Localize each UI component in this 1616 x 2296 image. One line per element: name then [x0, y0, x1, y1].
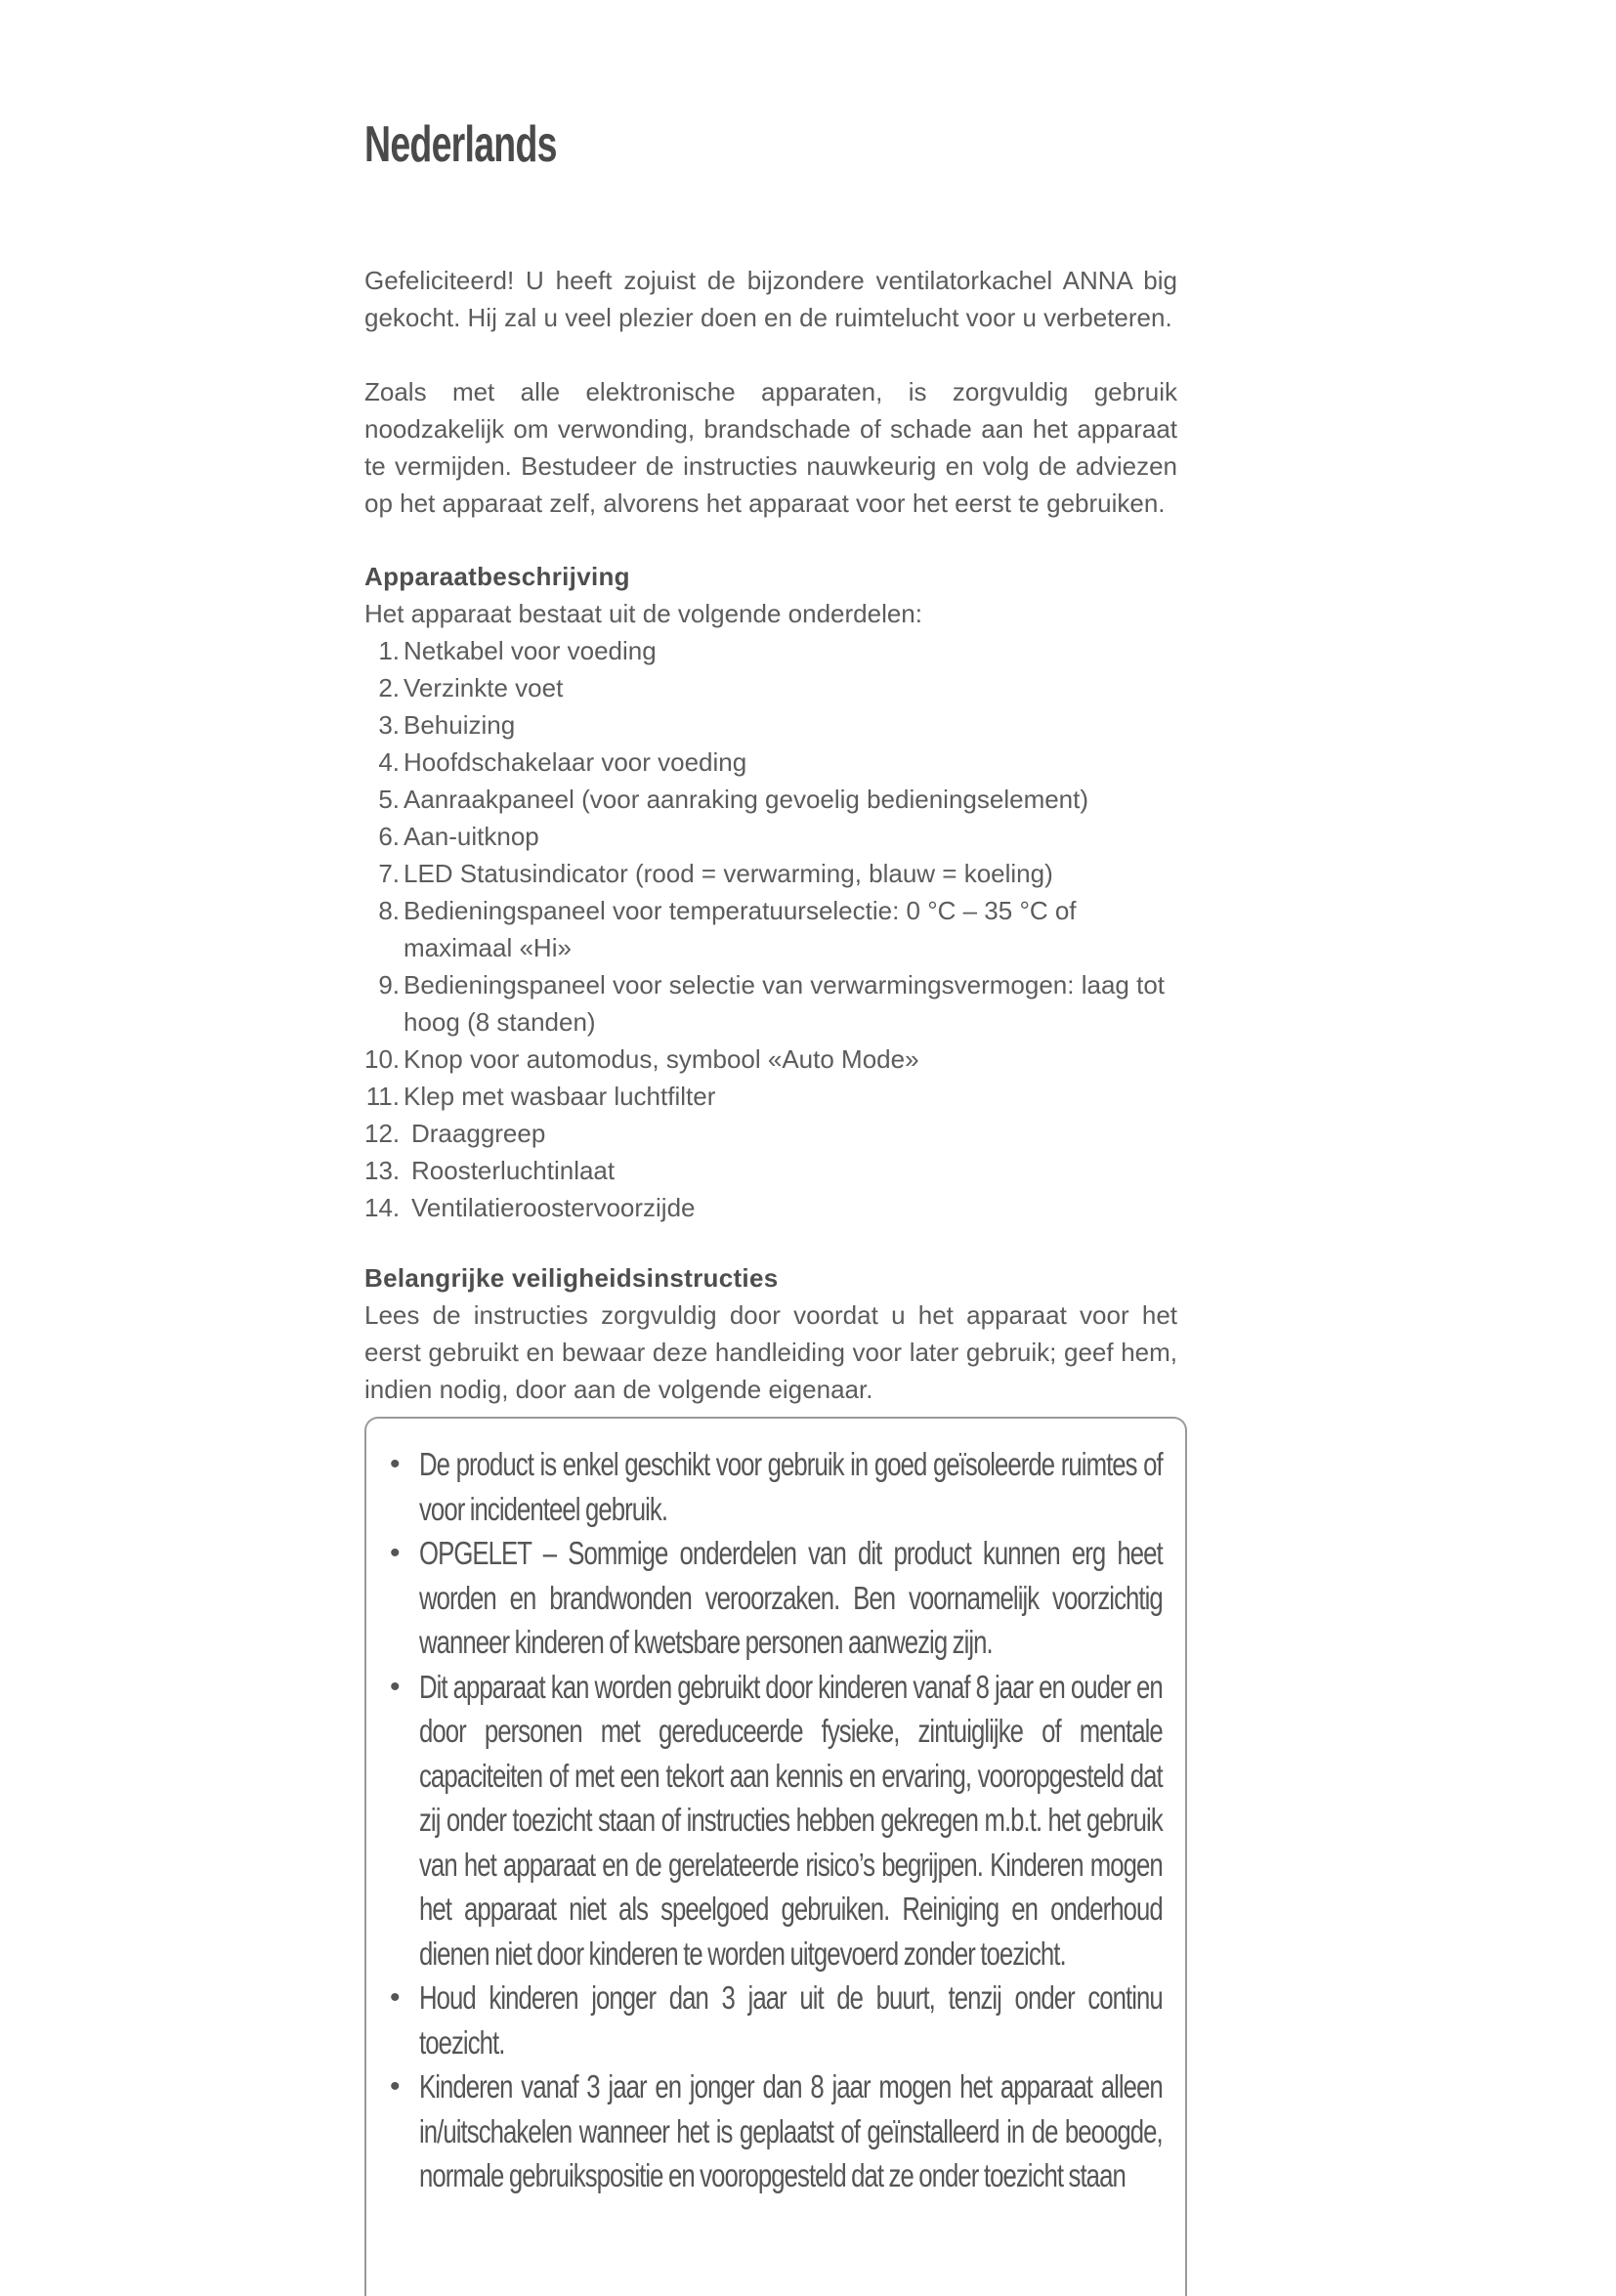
- safety-instructions-lead: Lees de instructies zorgvuldig door voordat u het apparaat voor het eerst gebruikt en bewaar deze handleiding voor later gebruik; geef hem, indien nodig, door aan de volgende eigenaar.: [364, 1300, 1177, 1404]
- list-item-text: Kinderen vanaf 3 jaar en jonger dan 8 jaar mogen het apparaat alleen in/uitschakelen wanneer het is geplaatst of geïnstalleerd in de beoogde, normale gebruikspositie en vooropgesteld dat ze onder toezicht staan: [419, 2068, 1163, 2193]
- intro-paragraph-careful-use: Zoals met alle elektronische apparaten, is zorgvuldig gebruik noodzakelijk om verwonding, brandschade of schade aan het apparaat te vermijden. Bestudeer de instructies nauwkeurig en volg de adviezen op het apparaat zelf, alvorens het apparaat voor het eerst te gebruiken.: [364, 377, 1177, 518]
- list-item: [364, 818, 1177, 855]
- list-item-number: 9.: [378, 970, 400, 999]
- list-item: [364, 1189, 1177, 1226]
- list-item: [388, 1976, 1164, 2064]
- list-item-text: Roosterluchtinlaat: [411, 1156, 616, 1185]
- list-item: [364, 966, 1177, 1041]
- list-item-text: Draaggreep: [411, 1119, 546, 1148]
- list-item-text: Netkabel voor voeding: [404, 636, 657, 665]
- page-title: Nederlands: [364, 116, 557, 173]
- safety-warnings-list: [366, 1419, 1185, 2198]
- list-item: [364, 1115, 1177, 1152]
- list-item-number: 14.: [364, 1193, 401, 1222]
- list-item-number: 2.: [378, 673, 400, 702]
- list-item: [364, 892, 1177, 966]
- list-item: [388, 1665, 1164, 1977]
- list-item-text: Ventilatieroostervoorzijde: [411, 1193, 696, 1222]
- list-item-text: Bedieningspaneel voor selectie van verwarmingsvermogen: laag tot hoog (8 standen): [404, 970, 1165, 1037]
- list-item-number: 1.: [378, 636, 400, 665]
- list-item-text: Houd kinderen jonger dan 3 jaar uit de buurt, tenzij onder continu toezicht.: [419, 1979, 1163, 2061]
- list-item-number: 6.: [378, 822, 400, 851]
- list-item-number: 3.: [378, 710, 400, 740]
- list-item-text: OPGELET – Sommige onderdelen van dit product kunnen erg heet worden en brandwonden veroorzaken. Ben voornamelijk voorzichtig wanneer kinderen of kwetsbare personen aanwezig zijn.: [419, 1535, 1163, 1660]
- list-item: [364, 855, 1177, 892]
- parts-list: [364, 632, 1177, 1226]
- list-item: [364, 1078, 1177, 1115]
- list-item-text: Behuizing: [404, 710, 516, 740]
- list-item-text: Verzinkte voet: [404, 673, 564, 702]
- list-item-text: Dit apparaat kan worden gebruikt door kinderen vanaf 8 jaar en ouder en door personen met gereduceerde fysieke, zintuiglijke of mentale capaciteiten of met een tekort aan kennis en ervaring, vooropgesteld dat zij onder toezicht staan of instructies hebben gekregen m.b.t. het gebruik van het apparaat en de gerelateerde risico’s begrijpen. Kinderen mogen het apparaat niet als speelgoed gebruiken. Reiniging en onderhoud dienen niet door kinderen te worden uitgevoerd zonder toezicht.: [419, 1668, 1163, 1972]
- list-item-number: 12.: [364, 1119, 401, 1148]
- list-item-text: Aan-uitknop: [404, 822, 539, 851]
- list-item-number: 13.: [364, 1156, 401, 1185]
- list-item-text: LED Statusindicator (rood = verwarming, blauw = koeling): [404, 859, 1053, 888]
- list-item-text: Hoofdschakelaar voor voeding: [404, 747, 747, 777]
- list-item-text: Aanraakpaneel (voor aanraking gevoelig bedieningselement): [404, 785, 1089, 814]
- list-item: [364, 1041, 1177, 1078]
- list-item-number: 4.: [378, 747, 400, 777]
- bullet-icon: •: [390, 1448, 400, 1480]
- list-item: [364, 706, 1177, 744]
- safety-instructions-heading: Belangrijke veiligheidsinstructies: [364, 1263, 779, 1293]
- device-description-section: [364, 558, 1177, 1226]
- list-item-number: 5.: [378, 785, 400, 814]
- list-item: [364, 669, 1177, 706]
- list-item-number: 10.: [364, 1044, 401, 1074]
- list-item: [364, 1152, 1177, 1189]
- device-description-lead: Het apparaat bestaat uit de volgende onderdelen:: [364, 599, 922, 628]
- list-item: [364, 632, 1177, 669]
- list-item: [388, 2064, 1164, 2198]
- list-item-number: 7.: [378, 859, 400, 888]
- intro-paragraph-congratulations: Gefeliciteerd! U heeft zojuist de bijzondere ventilatorkachel ANNA big gekocht. Hij zal u veel plezier doen en de ruimtelucht voor u verbeteren.: [364, 266, 1177, 332]
- bullet-icon: •: [390, 1670, 400, 1703]
- device-description-heading: Apparaatbeschrijving: [364, 562, 630, 591]
- list-item: [364, 744, 1177, 781]
- list-item: [388, 1531, 1164, 1665]
- list-item: [364, 781, 1177, 818]
- list-item-text: Bedieningspaneel voor temperatuurselectie: 0 °C – 35 °C of maximaal «Hi»: [404, 896, 1077, 962]
- bullet-icon: •: [390, 2070, 400, 2103]
- list-item-number: 11.: [365, 1082, 400, 1111]
- safety-warnings-box: [364, 1417, 1187, 2296]
- bullet-icon: •: [390, 1537, 400, 1569]
- list-item: [388, 1442, 1164, 1531]
- list-item-text: Knop voor automodus, symbool «Auto Mode»: [404, 1044, 919, 1074]
- safety-instructions-section: [364, 1259, 1177, 1408]
- bullet-icon: •: [390, 1981, 400, 2014]
- list-item-text: De product is enkel geschikt voor gebruik in goed geïsoleerde ruimtes of voor incidenteel gebruik.: [419, 1446, 1163, 1527]
- list-item-number: 8.: [378, 896, 400, 925]
- list-item-text: Klep met wasbaar luchtfilter: [404, 1082, 716, 1111]
